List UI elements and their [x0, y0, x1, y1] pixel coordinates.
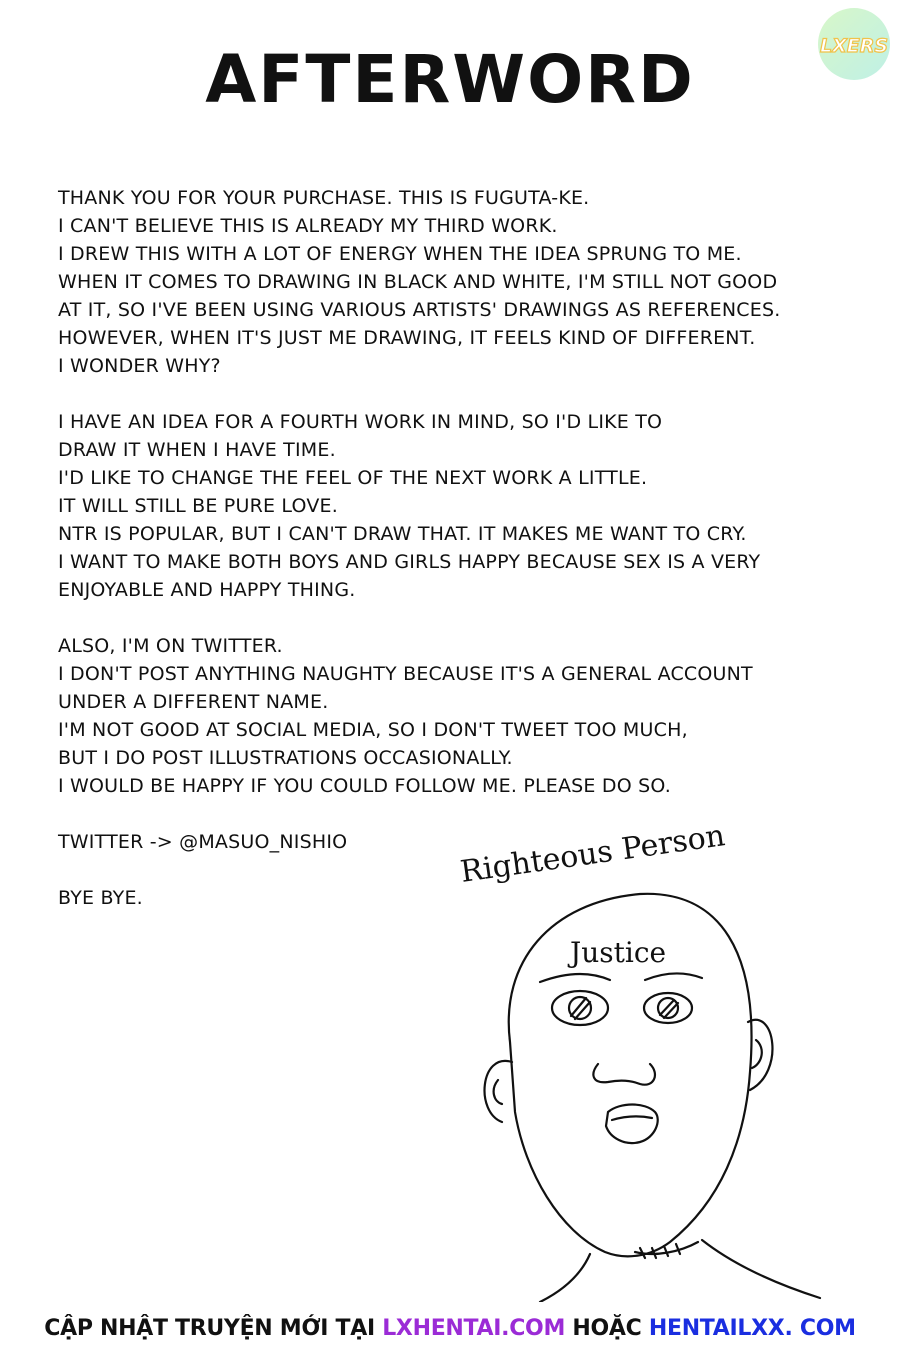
text-line: I WOULD BE HAPPY IF YOU COULD FOLLOW ME. PLEASE DO SO.	[58, 775, 671, 797]
paragraph	[58, 408, 888, 604]
text-line: I'M NOT GOOD AT SOCIAL MEDIA, SO I DON'T TWEET TOO MUCH,	[58, 719, 688, 741]
text-line: I HAVE AN IDEA FOR A FOURTH WORK IN MIND, SO I'D LIKE TO	[58, 411, 663, 433]
text-line: WHEN IT COMES TO DRAWING IN BLACK AND WHITE, I'M STILL NOT GOOD	[58, 271, 778, 293]
footer-middle: HOẶC	[572, 1316, 642, 1341]
text-line: THANK YOU FOR YOUR PURCHASE. THIS IS FUGUTA-KE.	[58, 187, 590, 209]
text-line: DRAW IT WHEN I HAVE TIME.	[58, 439, 336, 461]
drawing-caption: Righteous Person	[458, 818, 728, 890]
left-ear	[485, 1061, 512, 1122]
text-line: I DREW THIS WITH A LOT OF ENERGY WHEN THE IDEA SPRUNG TO ME.	[58, 243, 742, 265]
text-line: HOWEVER, WHEN IT'S JUST ME DRAWING, IT FEELS KIND OF DIFFERENT.	[58, 327, 756, 349]
text-line: ENJOYABLE AND HAPPY THING.	[58, 579, 356, 601]
footer-link-site1[interactable]: LXHENTAI.COM	[382, 1316, 566, 1341]
text-line: I'D LIKE TO CHANGE THE FEEL OF THE NEXT WORK A LITTLE.	[58, 467, 648, 489]
logo-text: LXERS	[819, 35, 889, 57]
text-line: NTR IS POPULAR, BUT I CAN'T DRAW THAT. IT MAKES ME WANT TO CRY.	[58, 523, 747, 545]
footer-prefix: CẬP NHẬT TRUYỆN MỚI TẠI	[44, 1316, 375, 1341]
mouth	[606, 1105, 658, 1144]
text-line: UNDER A DIFFERENT NAME.	[58, 691, 329, 713]
text-line: I WANT TO MAKE BOTH BOYS AND GIRLS HAPPY BECAUSE SEX IS A VERY	[58, 551, 761, 573]
text-line: ALSO, I'M ON TWITTER.	[58, 635, 283, 657]
text-line: I CAN'T BELIEVE THIS IS ALREADY MY THIRD WORK.	[58, 215, 558, 237]
text-line: BUT I DO POST ILLUSTRATIONS OCCASIONALLY.	[58, 747, 513, 769]
righteous-person-drawing	[440, 812, 870, 1302]
text-line: AT IT, SO I'VE BEEN USING VARIOUS ARTISTS' DRAWINGS AS REFERENCES.	[58, 299, 781, 321]
footer-link-site2[interactable]: HENTAILXX. COM	[648, 1316, 856, 1341]
text-line: IT WILL STILL BE PURE LOVE.	[58, 495, 338, 517]
page-title: AFTERWORD	[205, 41, 695, 118]
footer-banner	[0, 1312, 900, 1346]
text-line: BYE BYE.	[58, 887, 143, 909]
nose	[593, 1064, 655, 1085]
forehead-text: Justice	[570, 936, 667, 969]
text-line: I WONDER WHY?	[58, 355, 221, 377]
paragraph	[58, 184, 888, 380]
paragraph	[58, 632, 888, 800]
text-line: I DON'T POST ANYTHING NAUGHTY BECAUSE IT'S A GENERAL ACCOUNT	[58, 663, 753, 685]
text-line: TWITTER -> @MASUO_NISHIO	[58, 831, 348, 853]
